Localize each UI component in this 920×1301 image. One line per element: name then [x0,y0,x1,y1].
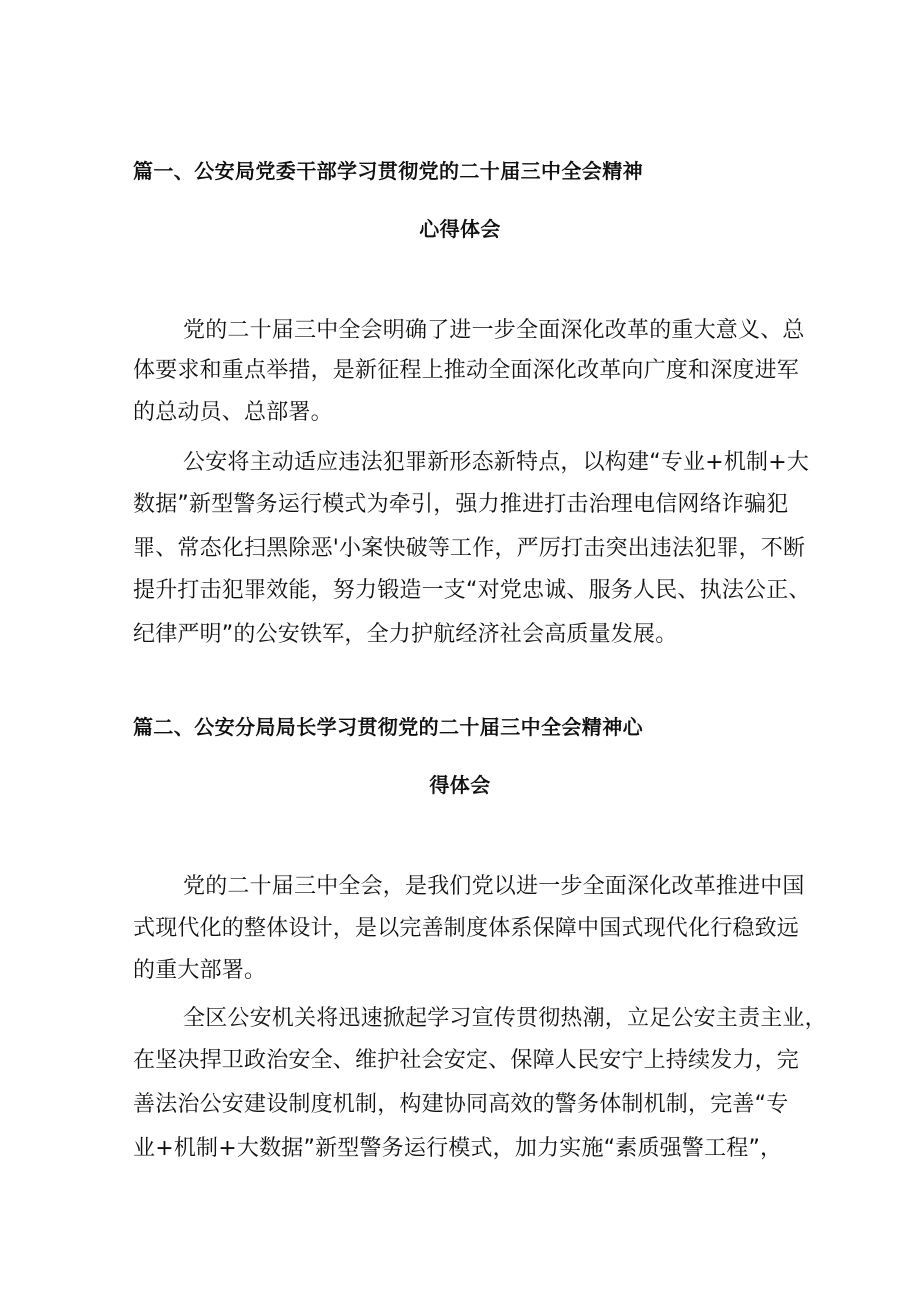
section2-paragraph1-line3: 的重大部署。 [133,958,267,983]
section2-paragraph2-line3: 善法治公安建设制度机制，构建协同高效的警务体制机制，完善“专 [133,1092,789,1117]
section1-paragraph1-line2: 体要求和重点举措，是新征程上推动全面深化改革向广度和深度进军 [133,358,800,383]
section1-paragraph1-line3: 的总动员、总部署。 [133,400,333,425]
section1-title-line2: 心得体会 [419,217,501,241]
section1-paragraph1-line1: 党的二十届三中全会明确了进一步全面深化改革的重大意义、总 [183,318,805,343]
section1-title-line1: 篇一、公安局党委干部学习贯彻党的二十届三中全会精神 [133,159,643,183]
section1-paragraph2-line2: 数据”新型警务运行模式为牵引，强力推进打击治理电信网络诈骗犯 [133,492,789,517]
section1-paragraph2-line4: 提升打击犯罪效能，努力锻造一支“对党忠诚、服务人民、执法公正、 [133,578,811,603]
section2-paragraph1-line1: 党的二十届三中全会，是我们党以进一步全面深化改革推进中国 [183,874,805,899]
section2-title-line1: 篇二、公安分局局长学习贯彻党的二十届三中全会精神心 [133,715,643,739]
section1-paragraph2-line3: 罪、常态化扫黑除恶'小案快破等工作，严厉打击突出违法犯罪，不断 [133,536,806,561]
section2-paragraph2-line4: 业+机制+大数据”新型警务运行模式，加力实施“素质强警工程”， [133,1136,783,1161]
section2-title-line2: 得体会 [429,773,491,797]
section2-paragraph1-line2: 式现代化的整体设计，是以完善制度体系保障中国式现代化行稳致远 [133,916,800,941]
section2-paragraph2-line1: 全区公安机关将迅速掀起学习宣传贯彻热潮，立足公安主责主业， [183,1006,827,1031]
section1-paragraph2-line5: 纪律严明”的公安铁军，全力护航经济社会高质量发展。 [133,622,678,647]
section1-paragraph2-line1: 公安将主动适应违法犯罪新形态新特点，以构建“专业+机制+大 [183,450,810,475]
section2-paragraph2-line2: 在坚决捍卫政治安全、维护社会安定、保障人民安宁上持续发力，完 [133,1048,800,1073]
